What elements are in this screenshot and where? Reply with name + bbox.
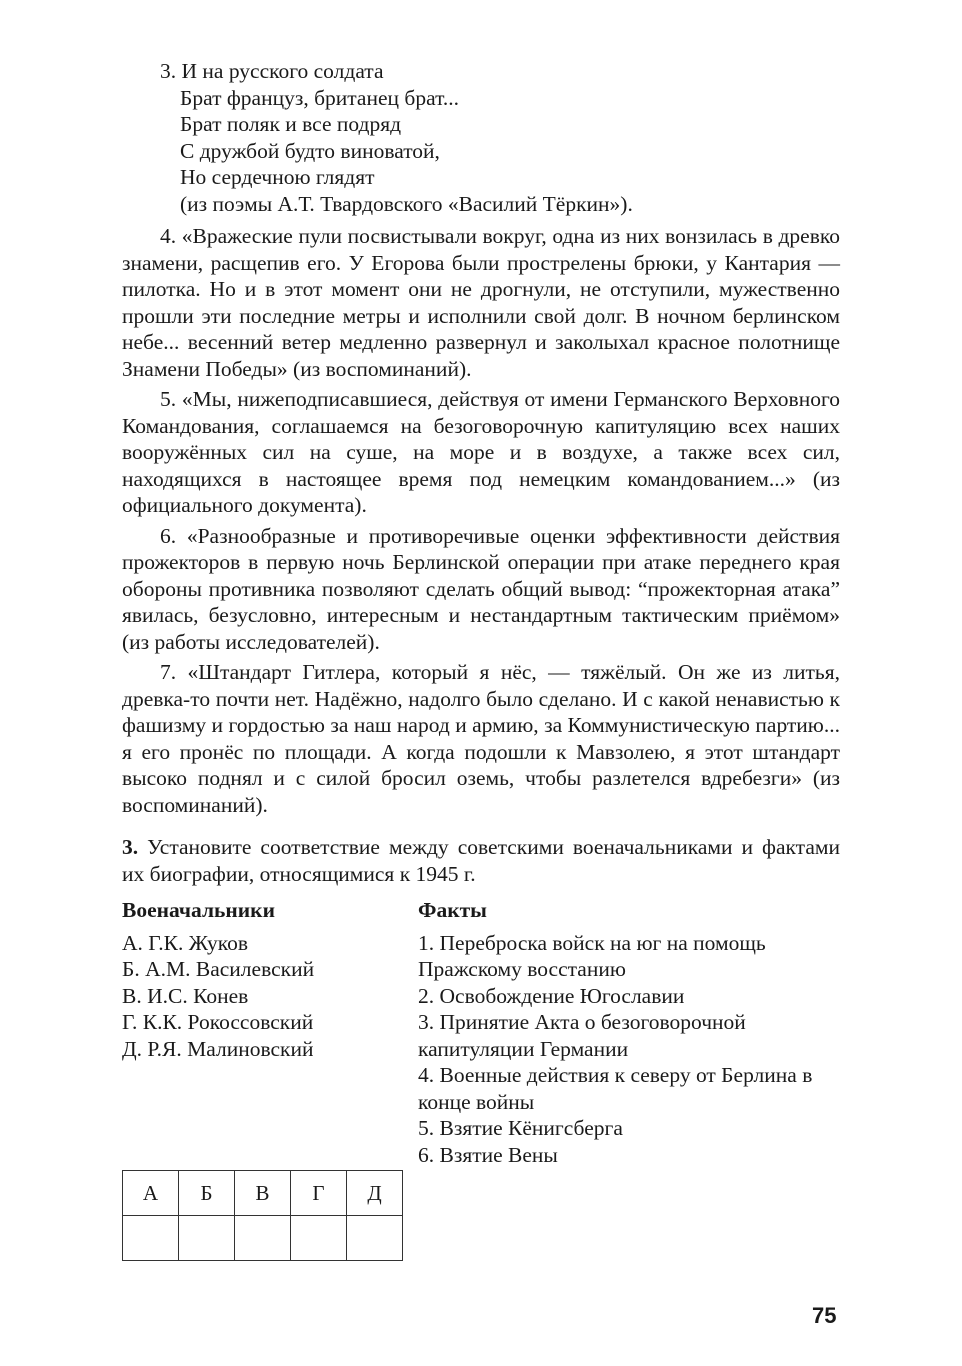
commander-item: Д. Р.Я. Малиновский [122,1036,314,1061]
page-number: 75 [812,1303,837,1328]
answer-header-cell: А [123,1171,179,1216]
facts-header: Факты [418,898,487,922]
answer-header-cell: Г [291,1171,347,1216]
facts-column [418,897,840,1168]
answer-header-cell: Б [179,1171,235,1216]
verse-line: 3. И на русского солдата [160,59,384,83]
quote-paragraph-5: 5. «Мы, нижеподписавшиеся, действуя от имени Германского Верховного Командования, соглашаемся на безоговорочную капитуляцию всех наших вооружённых сил на суше, на море и в воздухе, а также всех сил, находящихся в настоящее время под немецким командованием...» (из официального документа). [122,387,840,517]
commanders-column [122,897,418,1168]
verse-source: (из поэмы А.Т. Твардовского «Василий Тёркин»). [180,191,633,216]
commander-item: В. И.С. Конев [122,983,249,1008]
verse-block [160,58,840,217]
answer-input-cell[interactable] [179,1216,235,1261]
answer-header-cell: Д [347,1171,403,1216]
answer-input-cell[interactable] [347,1216,403,1261]
verse-line: Брат поляк и все подряд [180,112,402,136]
verse-line: Но сердечною глядят [180,165,375,189]
fact-item: 4. Военные действия к северу от Берлина в конце войны [418,1063,813,1114]
verse-line: Брат француз, британец брат... [180,85,459,110]
task-3-statement: 3. Установите соответствие между советскими военачальниками и фактами их биографии, относящимися к 1945 г. [122,835,840,886]
answer-table-header-row [123,1171,403,1216]
answer-input-cell[interactable] [291,1216,347,1261]
commander-item: А. Г.К. Жуков [122,930,248,955]
fact-item: 1. Переброска войск на юг на помощь Пражскому восстанию [418,930,766,981]
quote-paragraph-4: 4. «Вражеские пули посвистывали вокруг, одна из них вонзилась в древко знамени, расщепив его. У Егорова были прострелены брюки, у Кантария — пилотка. Но и в этот момент они не дрогнули, не отступили, мужественно прошли эти последние метры и исполнили свой долг. В ночном берлинском небе... весенний ветер медленно развернул и заколыхал красное полотнище Знамени Победы» (из воспоминаний). [122,224,840,381]
matching-columns [122,897,840,1168]
quote-paragraph-6: 6. «Разнообразные и противоречивые оценки эффективности действия прожекторов в первую ночь Берлинской операции при атаке переднего края обороны противника позволяют сделать общий вывод: “прожекторная атака” явилась, безусловно, интересным и нестандартным тактическим приёмом» (из работы исследователей). [122,523,840,654]
verse-line: С дружбой будто виноватой, [180,138,440,163]
fact-item: 3. Принятие Акта о безоговорочной капитуляции Германии [418,1010,746,1061]
fact-item: 2. Освобождение Югославии [418,983,685,1008]
quote-paragraph-7: 7. «Штандарт Гитлера, который я нёс, — тяжёлый. Он же из литья, древка-то почти нет. Надёжно, надолго было сделано. И с какой ненавистью к фашизму и гордостью за наш народ и армию, за Коммунистическую партию... я его пронёс по площади. А когда подошли к Мавзолею, я этот штандарт высоко поднял и с силой бросил оземь, чтобы разлетелся вдребезги» (из воспоминаний). [122,660,840,817]
answer-header-cell: В [235,1171,291,1216]
fact-item: 6. Взятие Вены [418,1142,558,1167]
answer-table-input-row [123,1216,403,1261]
fact-item: 5. Взятие Кёнигсберга [418,1116,623,1140]
answer-table [122,1170,403,1261]
commanders-header: Военачальники [122,898,275,922]
page-content [122,58,840,1168]
answer-input-cell[interactable] [123,1216,179,1261]
commander-item: Б. А.М. Василевский [122,957,315,981]
commander-item: Г. К.К. Рокоссовский [122,1010,314,1034]
answer-input-cell[interactable] [235,1216,291,1261]
